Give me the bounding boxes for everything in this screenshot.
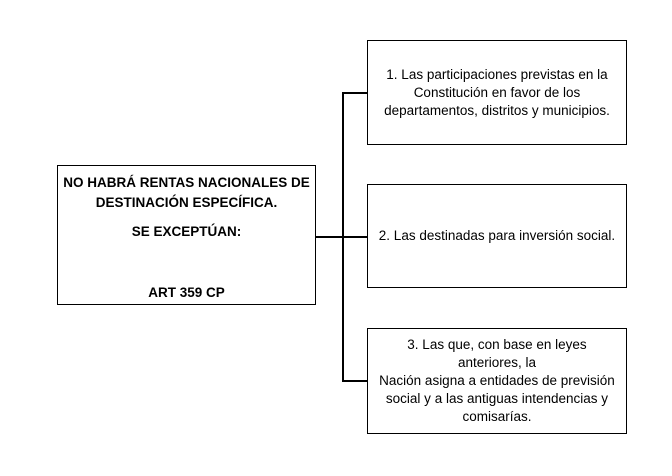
exception-box-1 (367, 40, 627, 145)
main-rule-line-1: NO HABRÁ RENTAS NACIONALES DE (63, 175, 310, 190)
article-reference: ART 359 CP (148, 285, 225, 300)
exception-text-3 (376, 336, 618, 426)
exception-3-line-2: Nación asigna a entidades de previsión (379, 373, 615, 388)
connector-exception-3 (342, 380, 367, 382)
connector-exception-1 (342, 92, 367, 94)
exception-1-line-2: Constitución en favor de los (413, 84, 581, 100)
main-rule-box (57, 165, 316, 305)
exception-3-line-4: comisarías. (462, 409, 532, 424)
exception-3-line-3: social y a las antiguas intendencias y (385, 391, 609, 406)
main-rule-line-2: DESTINACIÓN ESPECÍFICA. (95, 195, 278, 210)
exception-box-3 (367, 328, 627, 434)
connector-main (316, 236, 344, 238)
exception-text-1 (384, 66, 610, 120)
exception-1-line-3: departamentos, distritos y municipios. (384, 102, 610, 118)
exception-box-2 (367, 184, 627, 288)
connector-exception-2 (342, 236, 367, 238)
exception-1-line-1: 1. Las participaciones previstas en la (386, 66, 608, 82)
exception-text-2 (379, 227, 615, 245)
exception-2-line-1: 2. Las destinadas para inversión social. (378, 228, 616, 243)
exception-3-line-1: 3. Las que, con base en leyes anteriores, la (407, 337, 587, 370)
main-rule-line-3: SE EXCEPTÚAN: (131, 224, 242, 239)
